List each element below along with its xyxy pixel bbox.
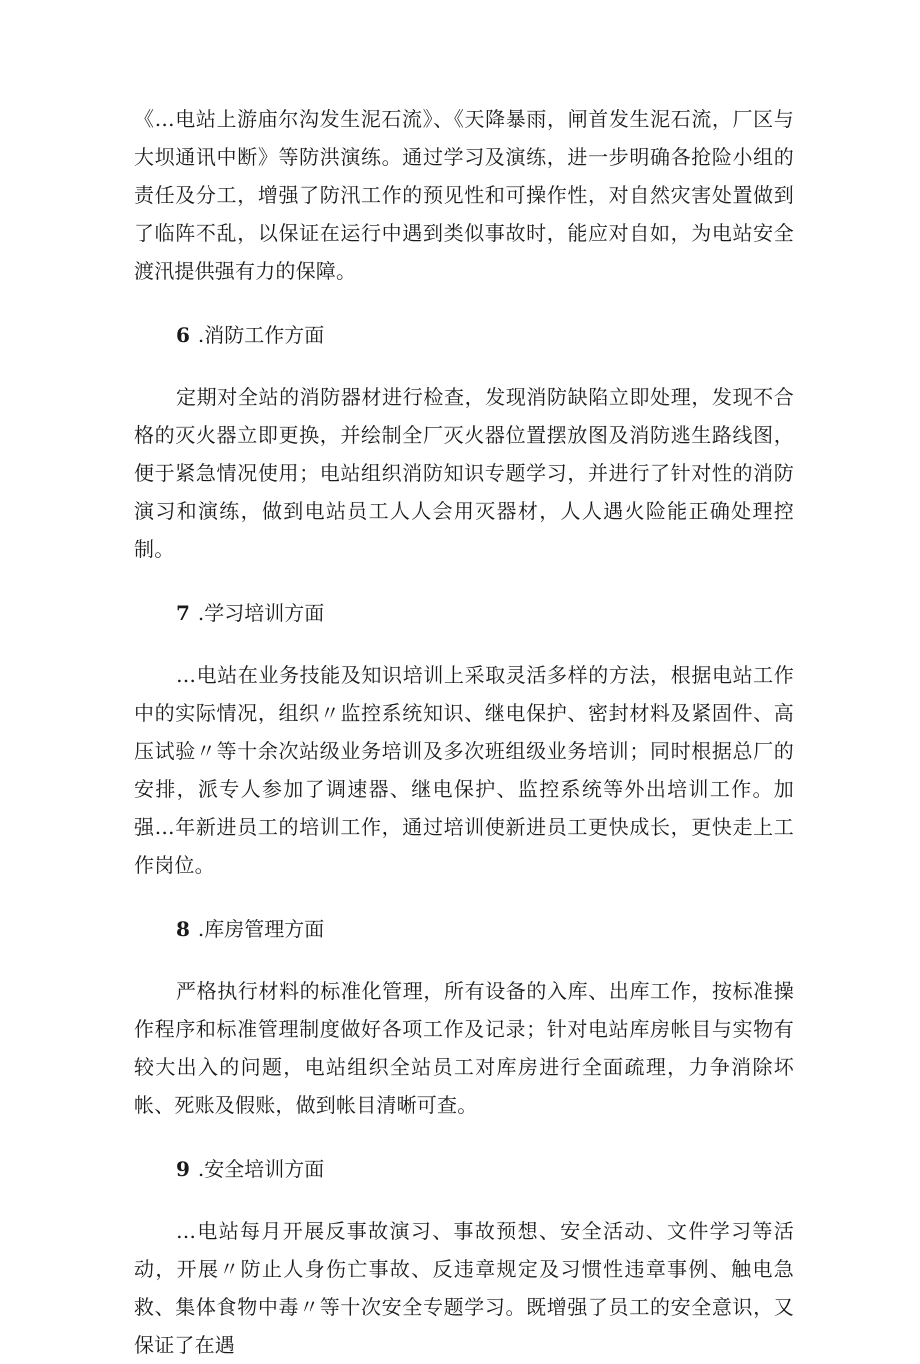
section-number: 7 [176,601,190,625]
section-number: 8 [176,917,190,941]
section-heading-training [134,594,794,632]
section-title: .安全培训方面 [197,1157,325,1181]
paragraph-warehouse: 严格执行材料的标准化管理，所有设备的入库、出库工作，按标准操作程序和标准管理制度做好各项工作及记录；针对电站库房帐目与实物有较大出入的问题，电站组织全站员工对库房进行全面疏理，力争消除坏帐、死账及假账，做到帐目清晰可查。 [134,979,794,1117]
document-page [134,100,794,1364]
paragraph-flood-drills: 《…电站上游庙尔沟发生泥石流》、《天降暴雨，闸首发生泥石流，厂区与大坝通讯中断》等防洪演练。通过学习及演练，进一步明确各抢险小组的责任及分工，增强了防汛工作的预见性和可操作性，对自然灾害处置做到了临阵不乱，以保证在运行中遇到类似事故时，能应对自如，为电站安全渡汛提供强有力的保障。 [134,107,794,283]
section-heading-warehouse [134,910,794,948]
section-title: .消防工作方面 [197,323,325,347]
section-title: .学习培训方面 [197,601,325,625]
section-number: 9 [176,1157,190,1181]
paragraph-fire-safety: 定期对全站的消防器材进行检查，发现消防缺陷立即处理，发现不合格的灭火器立即更换，并绘制全厂灭火器位置摆放图及消防逃生路线图，便于紧急情况使用；电站组织消防知识专题学习，并进行了针对性的消防演习和演练，做到电站员工人人会用灭器材，人人遇火险能正确处理控制。 [134,385,794,561]
section-heading-safety-training [134,1150,794,1188]
section-number: 6 [176,323,190,347]
paragraph-training: …电站在业务技能及知识培训上采取灵活多样的方法，根据电站工作中的实际情况，组织〃监控系统知识、继电保护、密封材料及紧固件、高压试验〃等十余次站级业务培训及多次班组级业务培训；同时根据总厂的安排，派专人参加了调速器、继电保护、监控系统等外出培训工作。加强…年新进员工的培训工作，通过培训使新进员工更快成长，更快走上工作岗位。 [134,663,794,877]
section-title: .库房管理方面 [197,917,325,941]
section-heading-fire-safety [134,316,794,354]
paragraph-safety-training: …电站每月开展反事故演习、事故预想、安全活动、文件学习等活动，开展〃防止人身伤亡事故、反违章规定及习惯性违章事例、触电急救、集体食物中毒〃等十次安全专题学习。既增强了员工的安全意识，又保证了在遇 [134,1219,794,1357]
